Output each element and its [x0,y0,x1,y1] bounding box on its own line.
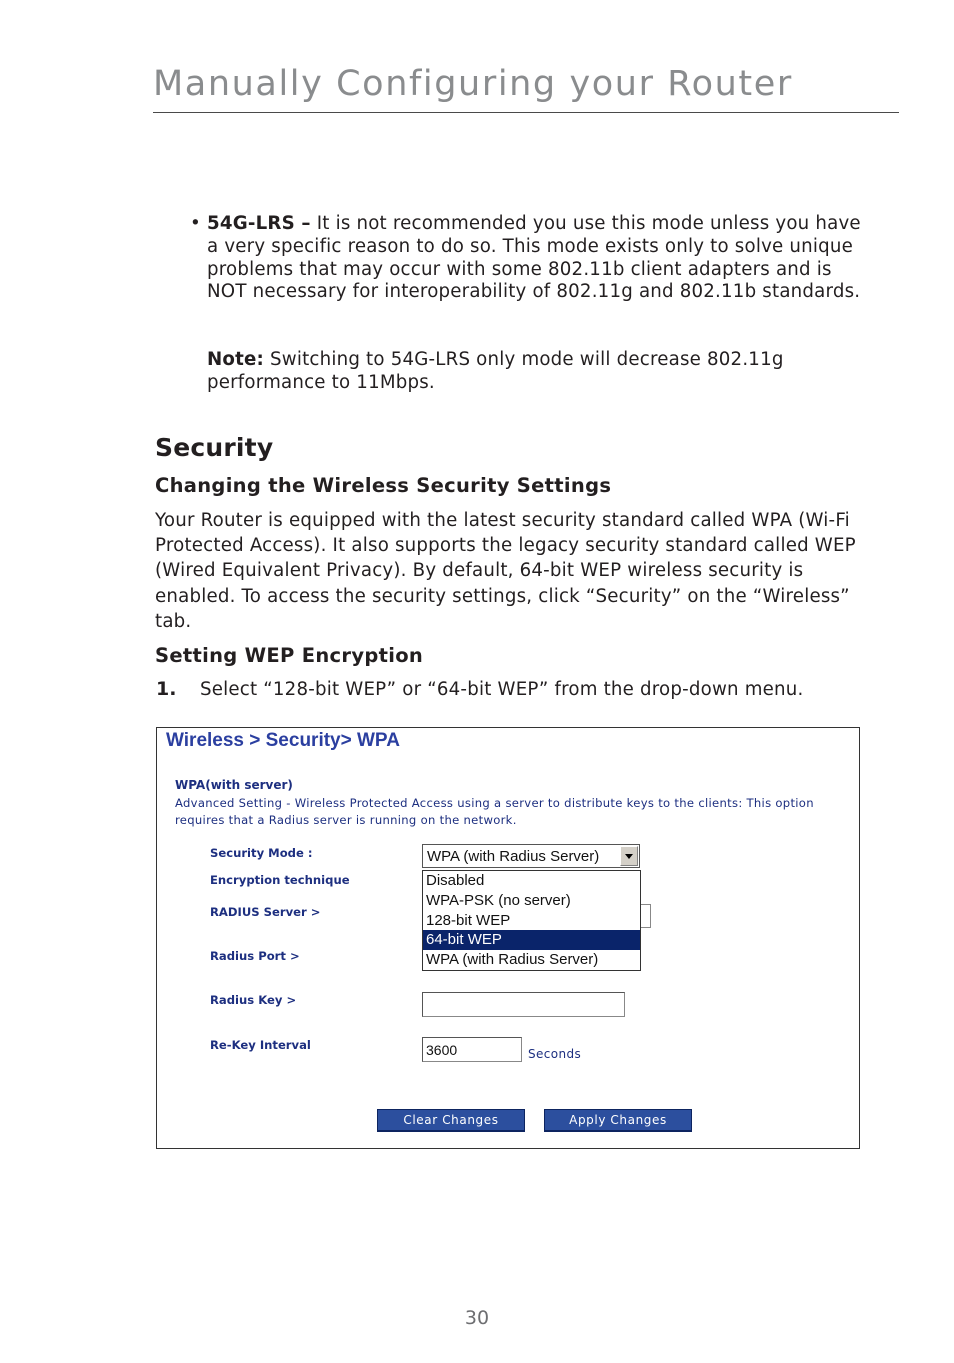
note [207,349,877,395]
radius-key-input[interactable] [422,992,625,1017]
wpa-heading: WPA(with server) [175,778,293,792]
note-body: Switching to 54G-LRS only mode will decrease 802.11g performance to 11Mbps. [207,349,784,393]
section-paragraph: Your Router is equipped with the latest security standard called WPA (Wi-Fi Protected Access). It also supports the legacy security standard called WEP (Wired Equivalent Privacy). By default, 64-bit WEP wireless security is enabled. To access the security settings, click “Security” on the “Wireless” tab. [155,510,856,632]
step-text: Select “128-bit WEP” or “64-bit WEP” from the drop-down menu. [200,679,804,700]
clear-changes-button[interactable]: Clear Changes [377,1109,525,1132]
rekey-interval-label: Re-Key Interval [210,1038,311,1052]
apply-changes-button[interactable]: Apply Changes [544,1109,692,1132]
security-mode-dropdown-list[interactable] [422,870,641,971]
bullet-description: It is not recommended you use this mode unless you have a very specific reason to do so. This mode exists only to solve unique problems that may occur with some 802.11b client adapters and is NOT necessary for interoperability of 802.11g and 802.11b standards. [207,213,861,303]
wep-heading: Setting WEP Encryption [155,644,424,667]
bullet-marker: • [190,213,201,234]
option-wpa-psk[interactable]: WPA-PSK (no server) [426,891,571,909]
chevron-down-icon [625,854,633,859]
option-128-bit-wep[interactable]: 128-bit WEP [426,911,511,929]
option-wpa-radius[interactable]: WPA (with Radius Server) [426,951,599,969]
radius-server-label: RADIUS Server > [210,905,321,919]
router-ui-screenshot [156,727,860,1149]
page-number: 30 [464,1307,490,1329]
section-title: Security [155,433,274,462]
radius-port-label: Radius Port > [210,949,300,963]
note-label: Note: [207,349,265,370]
encryption-label: Encryption technique [210,873,350,887]
screenshot-breadcrumb: Wireless > Security> WPA [166,730,400,751]
wpa-description: Advanced Setting - Wireless Protected Access using a server to distribute keys to the clients: This option requires that a Radius server is running on the network. [175,796,814,827]
security-mode-select[interactable] [422,844,640,868]
page-header-title: Manually Configuring your Router [153,64,793,104]
step-number: 1. [156,678,177,700]
bullet-term: 54G-LRS – [207,213,311,234]
security-mode-value: WPA (with Radius Server) [427,848,600,865]
radius-server-field-edge [641,904,651,928]
radius-key-label: Radius Key > [210,993,297,1007]
security-mode-label: Security Mode : [210,846,313,860]
option-64-bit-wep[interactable]: 64-bit WEP [423,930,640,950]
section-subtitle: Changing the Wireless Security Settings [155,474,612,497]
bullet-text [207,213,877,304]
option-disabled[interactable]: Disabled [426,872,485,889]
rekey-interval-input[interactable] [422,1037,522,1062]
dropdown-arrow-button[interactable] [620,846,638,866]
rekey-interval-value: 3600 [426,1042,458,1058]
header-divider [153,112,899,113]
seconds-label: Seconds [528,1047,582,1061]
